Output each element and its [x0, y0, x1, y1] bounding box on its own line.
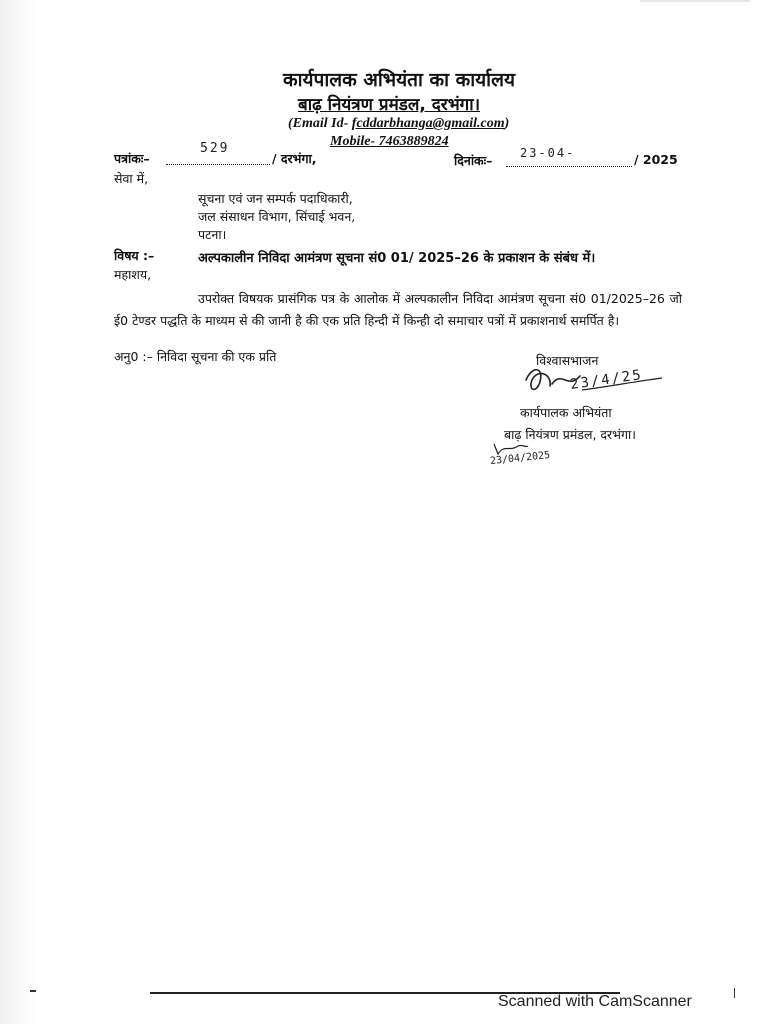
place-text: / दरभंगा, [272, 151, 317, 166]
scan-top-mark [640, 0, 750, 2]
greeting: महाशय, [114, 267, 152, 282]
enclosure-line: अनु0 :– निविदा सूचना की एक प्रति [114, 349, 277, 364]
recipient-line-3: पटना। [198, 227, 227, 242]
email-address: fcddarbhanga@gmail.com [351, 116, 505, 131]
email-prefix: (Email Id- [288, 116, 352, 131]
scan-edge-shadow [0, 0, 40, 1024]
signatory-office: बाढ़ नियंत्रण प्रमंडल, दरभंगा। [504, 427, 636, 442]
date-handwritten: 23-04- [520, 146, 576, 160]
body-paragraph [114, 288, 682, 332]
division-heading: बाढ़ नियंत्रण प्रमंडल, दरभंगा। [298, 95, 481, 115]
scan-right-tick [734, 988, 735, 998]
email-line [288, 116, 509, 132]
closing-text: विश्वासभाजन [536, 353, 599, 368]
body-text: उपरोक्त विषयक प्रासंगिक पत्र के आलोक में अल्पकालीन निविदा आमंत्रण सूचना सं0 01/2025–26 जो ई0 टेण्डर पद्धति के माध्यम से की जानी है की एक प्रति हिन्दी में किन्ही दो समाचार पत्रों में प्रकाशनार्थ समर्पित है। [114, 291, 682, 328]
subject-text: अल्पकालीन निविदा आमंत्रण सूचना सं0 01/ 2025–26 के प्रकाशन के संबंध में। [198, 251, 596, 266]
recipient-line-2: जल संसाधन विभाग, सिंचाई भवन, [198, 209, 356, 224]
camscanner-watermark: Scanned with CamScanner [498, 993, 692, 1010]
seva-mein: सेवा में, [114, 171, 149, 186]
signatory-designation: कार्यपालक अभियंता [520, 405, 612, 420]
patrank-number: 529 [200, 141, 230, 156]
mobile-line: Mobile- 7463889824 [330, 134, 449, 149]
subject-label: विषय :– [114, 248, 155, 263]
date-label: दिनांकः– [454, 153, 493, 168]
initial-date: 23/04/2025 [489, 449, 551, 468]
office-heading: कार्यपालक अभियंता का कार्यालय [283, 69, 515, 91]
date-year: / 2025 [634, 152, 678, 167]
patrank-label: पत्रांकः– [114, 151, 150, 166]
scan-left-tick [30, 990, 36, 992]
email-suffix: ) [504, 116, 510, 131]
recipient-line-1: सूचना एवं जन सम्पर्क पदाधिकारी, [198, 191, 353, 206]
signature-date: 23/4/25 [569, 366, 644, 394]
